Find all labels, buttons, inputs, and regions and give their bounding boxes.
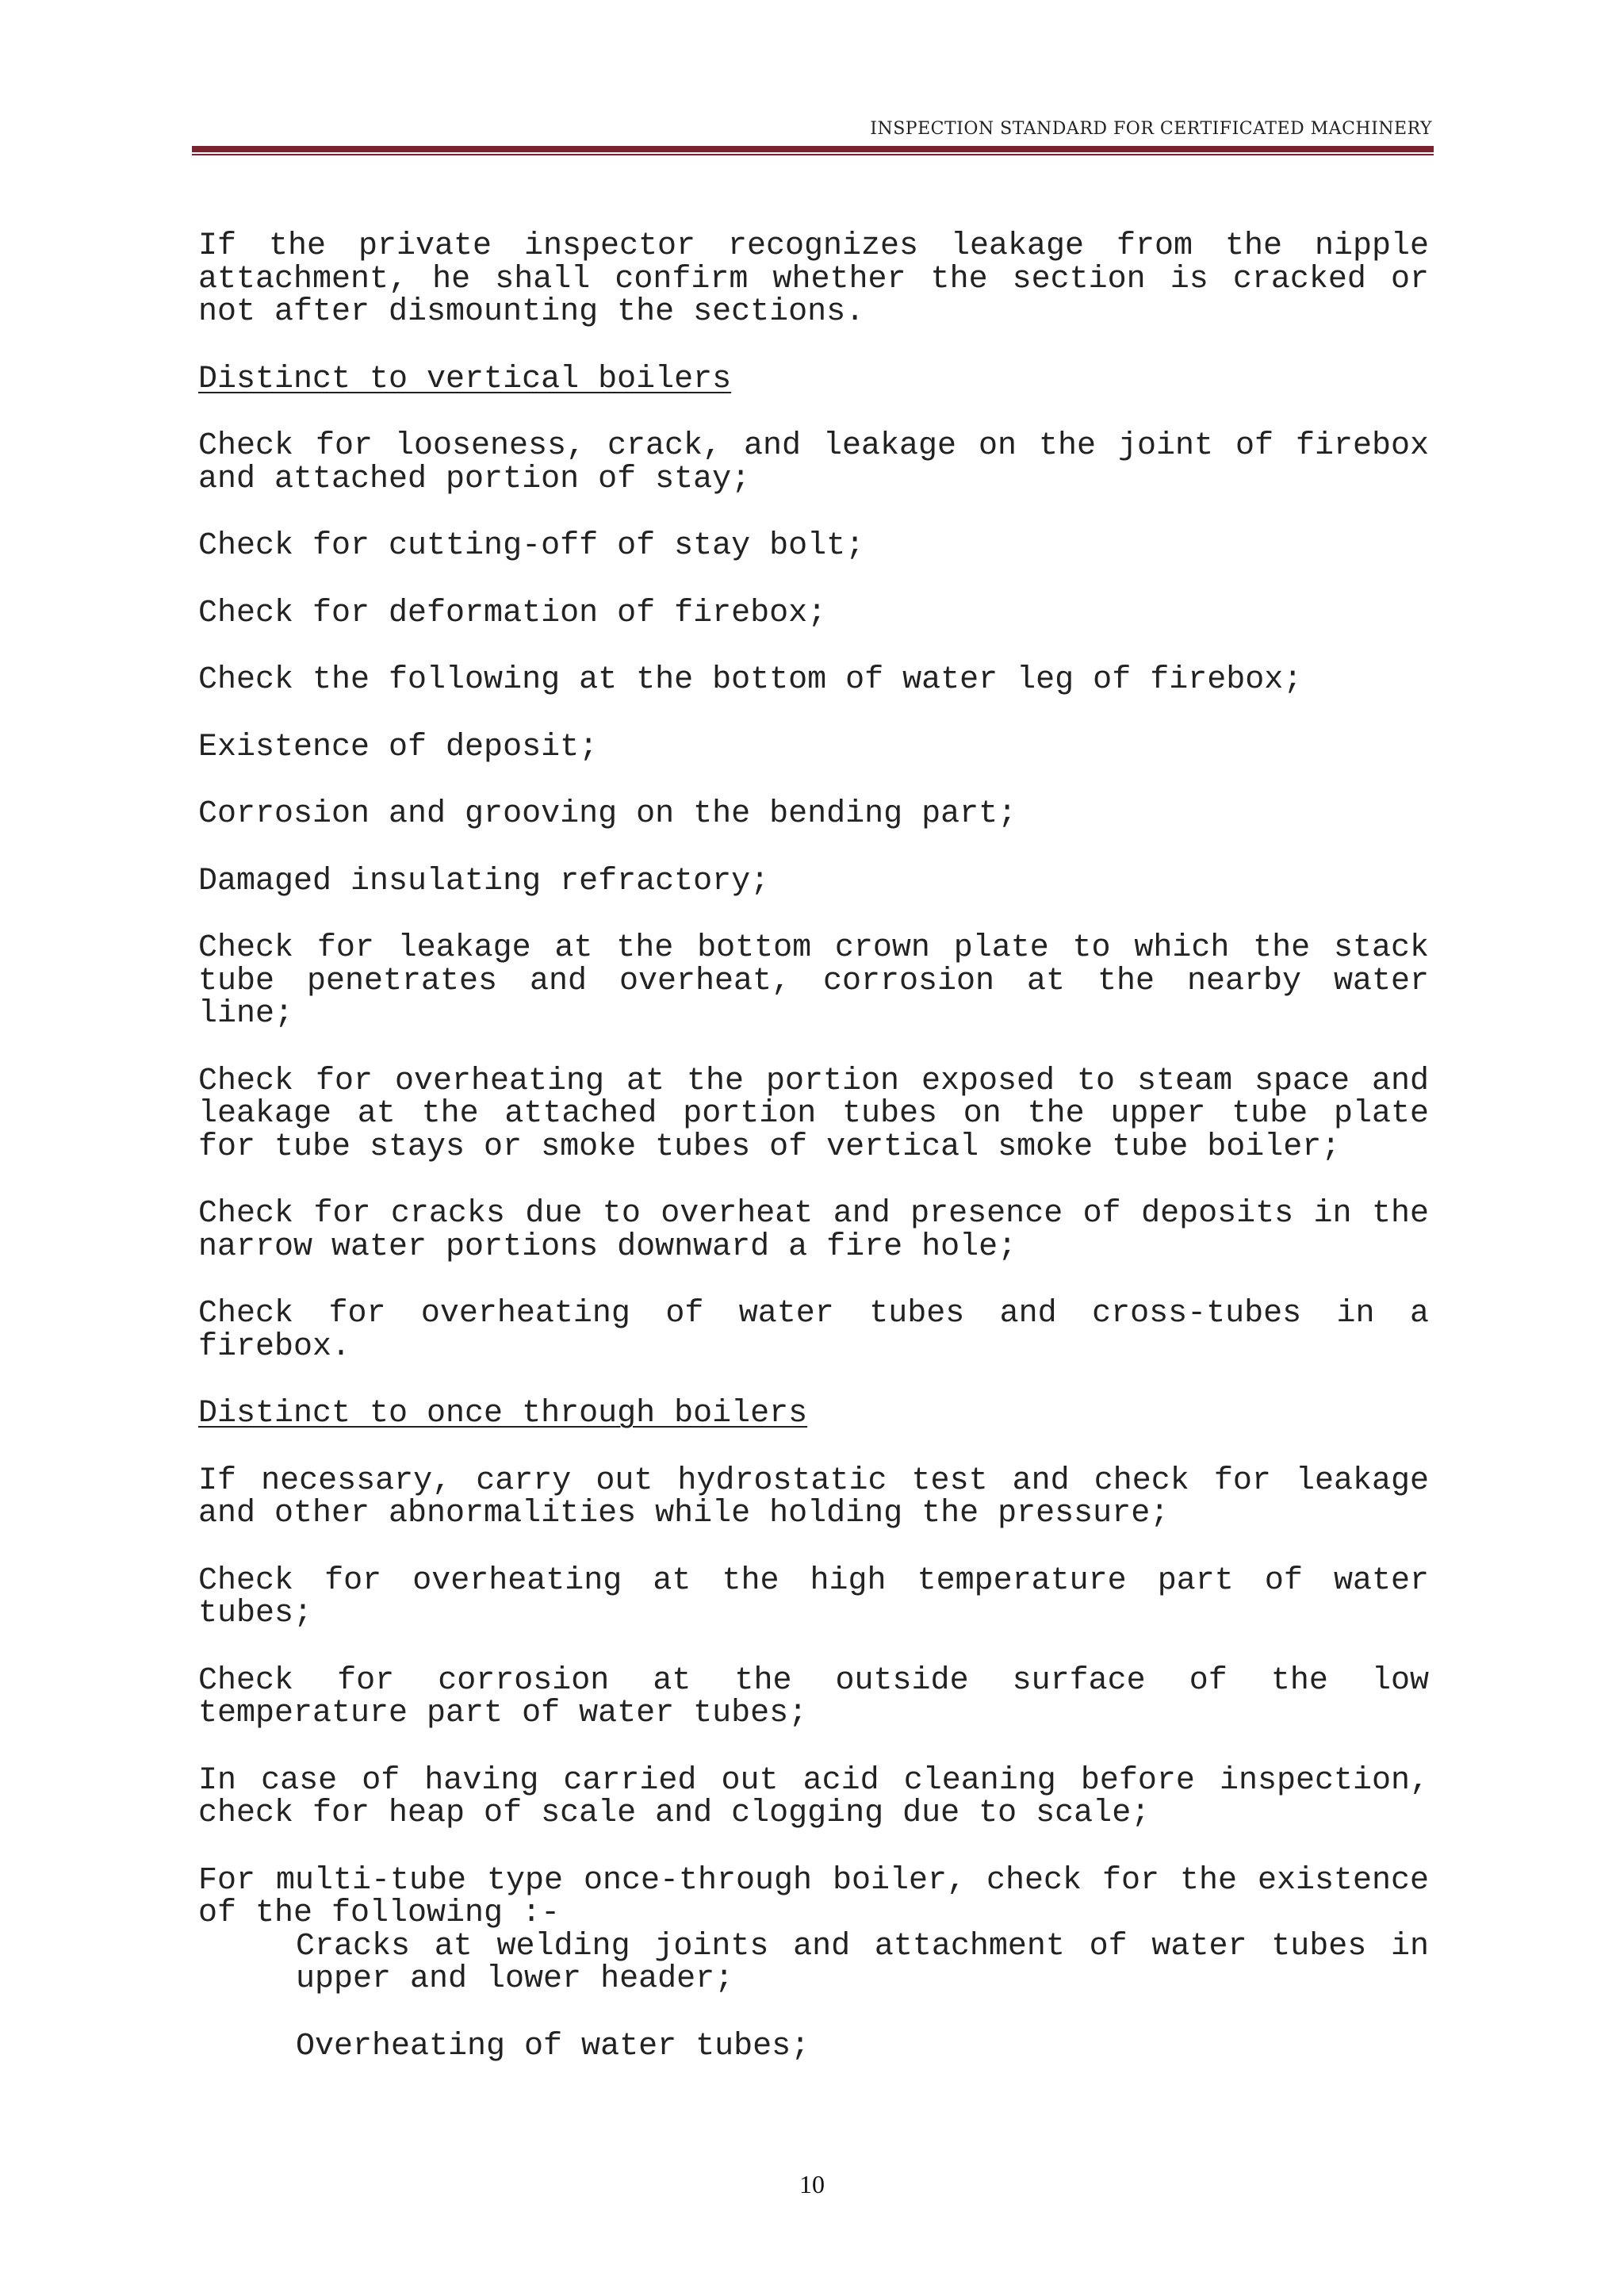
section-heading-once-through: Distinct to once through boilers: [198, 1396, 808, 1432]
paragraph: Check the following at the bottom of water leg of firebox;: [198, 662, 1303, 698]
header-rule-thin: [192, 154, 1434, 155]
running-header: INSPECTION STANDARD FOR CERTIFICATED MACHINERY: [870, 119, 1432, 139]
paragraph: Damaged insulating refractory;: [198, 863, 770, 899]
page-number: 10: [799, 2170, 825, 2198]
paragraph: Check for overheating at the portion exposed to steam space and leakage at the attached portion tubes on the upper tube plate for tube stays or smoke tubes of vertical smoke tube boiler;: [198, 1063, 1429, 1165]
paragraph: For multi-tube type once-through boiler, check for the existence of the following :-: [198, 1862, 1429, 1931]
paragraph: If necessary, carry out hydrostatic test and check for leakage and other abnormalities while holding the pressure;: [198, 1462, 1429, 1531]
paragraph: Check for deformation of firebox;: [198, 595, 827, 631]
paragraph: Check for looseness, crack, and leakage on the joint of firebox and attached portion of stay;: [198, 428, 1429, 497]
paragraph: In case of having carried out acid cleaning before inspection, check for heap of scale and clogging due to scale;: [198, 1762, 1429, 1831]
paragraph: Check for overheating at the high temperature part of water tubes;: [198, 1562, 1429, 1631]
paragraph: Check for corrosion at the outside surface of the low temperature part of water tubes;: [198, 1662, 1429, 1731]
paragraph: Corrosion and grooving on the bending part;: [198, 796, 1017, 832]
body-text: [198, 230, 1429, 2097]
paragraph: Check for leakage at the bottom crown plate to which the stack tube penetrates and overheat, corrosion at the nearby water line;: [198, 930, 1429, 1032]
section-heading-vertical: Distinct to vertical boilers: [198, 361, 732, 397]
sub-item: Cracks at welding joints and attachment of water tubes in upper and lower header;: [296, 1928, 1429, 1997]
intro-paragraph: If the private inspector recognizes leakage from the nipple attachment, he shall confirm whether the section is cracked or not after dismounting the sections.: [198, 228, 1429, 330]
paragraph: Check for cracks due to overheat and presence of deposits in the narrow water portions downward a fire hole;: [198, 1196, 1429, 1265]
sub-item: Overheating of water tubes;: [296, 2028, 810, 2064]
paragraph: Check for cutting-off of stay bolt;: [198, 528, 865, 564]
paragraph: Check for overheating of water tubes and cross-tubes in a firebox.: [198, 1296, 1429, 1365]
paragraph: Existence of deposit;: [198, 729, 599, 765]
header-rule: [192, 146, 1434, 152]
